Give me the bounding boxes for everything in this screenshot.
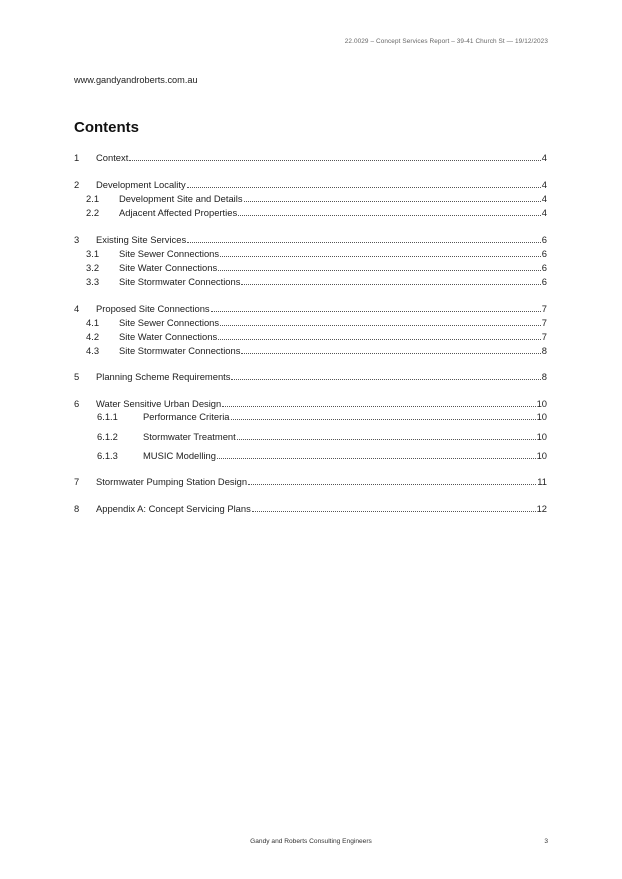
- toc-number: 6.1.1: [97, 411, 118, 422]
- toc-entry-6[interactable]: [74, 397, 547, 411]
- toc-entry-4-2[interactable]: [74, 330, 547, 344]
- toc-page-number: 7: [541, 317, 547, 328]
- toc-title: Development Locality: [96, 179, 186, 190]
- toc-page-number: 6: [541, 234, 547, 245]
- toc-entry-7[interactable]: [74, 475, 547, 489]
- toc-title: Performance Criteria: [143, 411, 230, 422]
- toc-number: 6.1.3: [97, 450, 118, 461]
- dot-leader: [248, 484, 536, 485]
- toc-title: Appendix A: Concept Servicing Plans: [96, 503, 251, 514]
- toc-title: Planning Scheme Requirements: [96, 371, 231, 382]
- dot-leader: [129, 160, 540, 161]
- toc-entry-3-1[interactable]: [74, 247, 547, 261]
- toc-number: 6.1.2: [97, 431, 118, 442]
- toc-number: 8: [74, 503, 80, 514]
- toc-entry-2-1[interactable]: [74, 192, 547, 206]
- toc-number: 3.2: [86, 262, 100, 273]
- toc-entry-4-1[interactable]: [74, 316, 547, 330]
- dot-leader: [231, 419, 536, 420]
- footer-page-number: 3: [544, 838, 548, 845]
- toc-number: 4: [74, 303, 80, 314]
- toc-entry-4-3[interactable]: [74, 344, 547, 358]
- toc-page-number: 10: [536, 450, 547, 461]
- toc-page-number: 6: [541, 276, 547, 287]
- toc-number: 2.2: [86, 207, 100, 218]
- toc-number: 4.3: [86, 345, 100, 356]
- dot-leader: [220, 325, 541, 326]
- toc-entry-3-3[interactable]: [74, 275, 547, 289]
- footer-company: Gandy and Roberts Consulting Engineers: [250, 838, 372, 845]
- toc-number: 3.3: [86, 276, 100, 287]
- toc-number: 4.2: [86, 331, 100, 342]
- website-link[interactable]: www.gandyandroberts.com.au: [74, 75, 198, 85]
- toc-number: 2: [74, 179, 80, 190]
- dot-leader: [237, 439, 536, 440]
- toc-title: Proposed Site Connections: [96, 303, 210, 314]
- toc-entry-6-1-1[interactable]: [74, 410, 547, 424]
- toc-entry-3-2[interactable]: [74, 261, 547, 275]
- toc-number: 6: [74, 398, 80, 409]
- document-header: 22.0029 – Concept Services Report – 39-41 Church St — 19/12/2023: [344, 38, 548, 45]
- toc-title: Adjacent Affected Properties: [119, 207, 238, 218]
- dot-leader: [252, 511, 536, 512]
- contents-heading: Contents: [74, 119, 139, 136]
- toc-page-number: 4: [541, 152, 547, 163]
- toc-page-number: 10: [536, 398, 547, 409]
- toc-title: MUSIC Modelling: [143, 450, 216, 461]
- toc-title: Development Site and Details: [119, 193, 243, 204]
- toc-title: Site Sewer Connections: [119, 248, 220, 259]
- dot-leader: [217, 458, 536, 459]
- toc-title: Stormwater Treatment: [143, 431, 236, 442]
- toc-page-number: 7: [541, 303, 547, 314]
- toc-number: 5: [74, 371, 80, 382]
- toc-page-number: 8: [541, 345, 547, 356]
- toc-title: Water Sensitive Urban Design: [96, 398, 222, 409]
- toc-entry-3[interactable]: [74, 233, 547, 247]
- toc-number: 3: [74, 234, 80, 245]
- dot-leader: [222, 406, 535, 407]
- toc-entry-8[interactable]: [74, 502, 547, 516]
- toc-page-number: 8: [541, 371, 547, 382]
- toc-title: Site Stormwater Connections: [119, 345, 241, 356]
- toc-number: 1: [74, 152, 80, 163]
- toc-entry-4[interactable]: [74, 302, 547, 316]
- toc-title: Context: [96, 152, 129, 163]
- toc-entry-6-1-2[interactable]: [74, 430, 547, 444]
- dot-leader: [211, 311, 541, 312]
- dot-leader: [241, 284, 540, 285]
- toc-page-number: 11: [537, 476, 547, 487]
- dot-leader: [187, 242, 541, 243]
- toc-title: Site Sewer Connections: [119, 317, 220, 328]
- toc-entry-5[interactable]: [74, 370, 547, 384]
- toc-page-number: 6: [541, 248, 547, 259]
- toc-entry-2[interactable]: [74, 178, 547, 192]
- toc-page-number: 6: [541, 262, 547, 273]
- toc-number: 4.1: [86, 317, 100, 328]
- toc-page-number: 10: [536, 431, 547, 442]
- dot-leader: [218, 270, 541, 271]
- toc-page-number: 7: [541, 331, 547, 342]
- toc-title: Stormwater Pumping Station Design: [96, 476, 248, 487]
- toc-page-number: 4: [541, 207, 547, 218]
- toc-number: 3.1: [86, 248, 100, 259]
- toc-title: Site Water Connections: [119, 331, 218, 342]
- toc-title: Site Stormwater Connections: [119, 276, 241, 287]
- dot-leader: [244, 201, 541, 202]
- toc-title: Site Water Connections: [119, 262, 218, 273]
- toc-entry-1[interactable]: [74, 151, 547, 165]
- toc-page-number: 4: [541, 179, 547, 190]
- toc-title: Existing Site Services: [96, 234, 187, 245]
- dot-leader: [187, 187, 541, 188]
- dot-leader: [238, 215, 541, 216]
- dot-leader: [241, 353, 540, 354]
- dot-leader: [231, 379, 540, 380]
- toc-entry-2-2[interactable]: [74, 206, 547, 220]
- toc-page-number: 4: [541, 193, 547, 204]
- toc-entry-6-1-3[interactable]: [74, 449, 547, 463]
- dot-leader: [220, 256, 541, 257]
- toc-number: 7: [74, 476, 80, 487]
- toc-number: 2.1: [86, 193, 100, 204]
- dot-leader: [218, 339, 541, 340]
- toc-page-number: 12: [536, 503, 547, 514]
- toc-page-number: 10: [536, 411, 547, 422]
